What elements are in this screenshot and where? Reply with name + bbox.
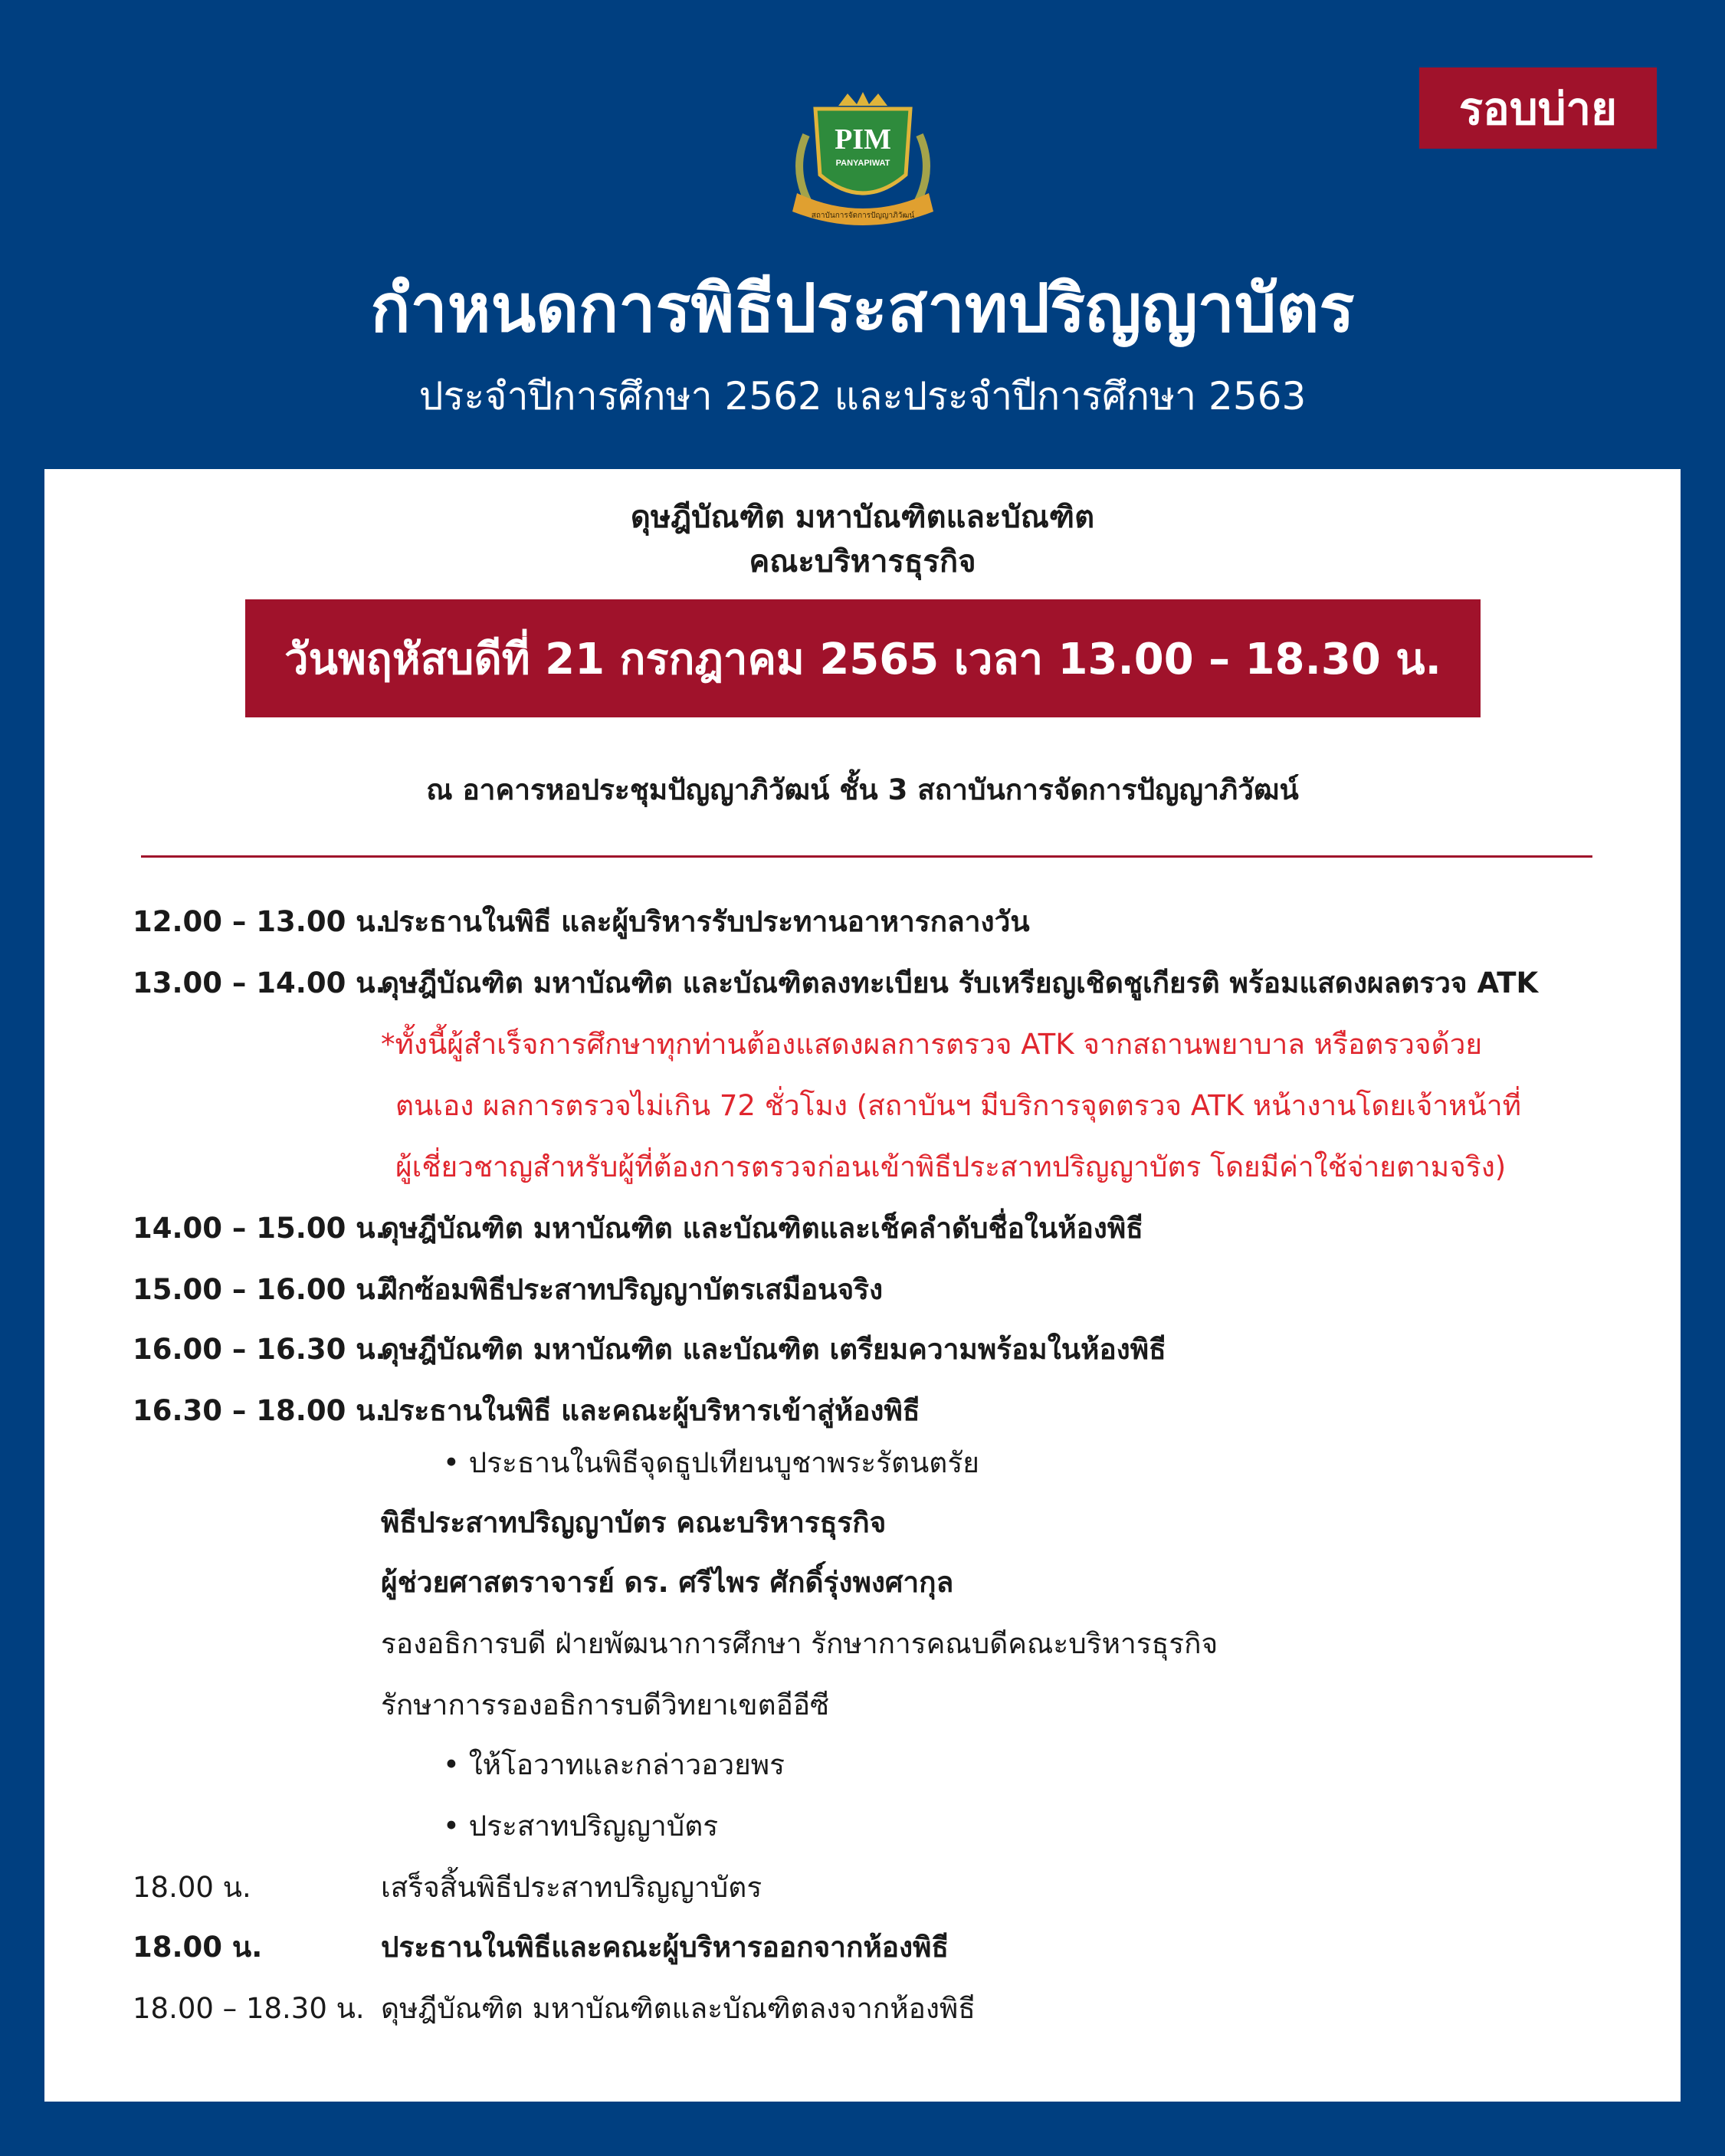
schedule-time: 18.00 น. <box>133 1931 263 1964</box>
schedule-time: 12.00 – 13.00 น. <box>133 905 386 938</box>
logo-text: PIM <box>835 123 891 156</box>
ceremony-title: พิธีประสาทปริญญาบัตร คณะบริหารธุรกิจ <box>381 1506 887 1539</box>
atk-note-line: ตนเอง ผลการตรวจไม่เกิน 72 ชั่วโมง (สถาบันฯ มีบริการจุดตรวจ ATK หน้างานโดยเจ้าหน้าที่ <box>395 1089 1522 1122</box>
page-subtitle: ประจำปีการศึกษา 2562 และประจำปีการศึกษา 2563 <box>418 374 1307 418</box>
ceremony-bullet: • ประสาทปริญญาบัตร <box>443 1810 719 1843</box>
schedule-time: 14.00 – 15.00 น. <box>133 1212 386 1245</box>
ceremony-bullet: • ประธานในพิธีจุดธูปเทียนบูชาพระรัตนตรัย <box>443 1446 979 1479</box>
schedule-desc: ดุษฎีบัณฑิต มหาบัณฑิต และบัณฑิตลงทะเบียน รับเหรียญเชิดชูเกียรติ พร้อมแสดงผลตรวจ ATK <box>381 966 1539 999</box>
session-badge: รอบบ่าย <box>1419 67 1657 149</box>
schedule-desc: ดุษฎีบัณฑิต มหาบัณฑิต และบัณฑิต เตรียมความพร้อมในห้องพิธี <box>381 1333 1166 1366</box>
schedule-time: 16.30 – 18.00 น. <box>133 1394 386 1427</box>
logo-subtext: PANYAPIWAT <box>835 159 890 168</box>
schedule-time: 18.00 น. <box>133 1871 251 1904</box>
date-time-banner: วันพฤหัสบดีที่ 21 กรกฎาคม 2565 เวลา 13.00 – 18.30 น. <box>245 599 1481 717</box>
schedule-desc: ดุษฎีบัณฑิต มหาบัณฑิตและบัณฑิตลงจากห้องพิธี <box>381 1992 976 2025</box>
venue-text: ณ อาคารหอประชุมปัญญาภิวัฒน์ ชั้น 3 สถาบันการจัดการปัญญาภิวัฒน์ <box>426 773 1299 806</box>
schedule-desc: ดุษฎีบัณฑิต มหาบัณฑิต และบัณฑิตและเช็คลำดับชื่อในห้องพิธี <box>381 1212 1143 1245</box>
degrees-heading: ดุษฎีบัณฑิต มหาบัณฑิตและบัณฑิต <box>630 500 1095 535</box>
schedule-desc: เสร็จสิ้นพิธีประสาทปริญญาบัตร <box>381 1871 762 1904</box>
schedule-desc: ประธานในพิธี และคณะผู้บริหารเข้าสู่ห้องพิธี <box>381 1394 920 1427</box>
faculty-heading: คณะบริหารธุรกิจ <box>749 544 976 579</box>
schedule-time: 16.00 – 16.30 น. <box>133 1333 386 1366</box>
presider-role: รองอธิการบดี ฝ่ายพัฒนาการศึกษา รักษาการคณบดีคณะบริหารธุรกิจ <box>381 1627 1218 1660</box>
schedule-time: 13.00 – 14.00 น. <box>133 966 386 999</box>
atk-note-line: *ทั้งนี้ผู้สำเร็จการศึกษาทุกท่านต้องแสดงผลการตรวจ ATK จากสถานพยาบาล หรือตรวจด้วย <box>381 1028 1483 1061</box>
divider <box>141 855 1592 858</box>
page-title: กำหนดการพิธีประสาทปริญญาบัตร <box>370 271 1355 347</box>
logo-ribbon-text: สถาบันการจัดการปัญญาภิวัฒน์ <box>811 212 915 220</box>
presider-role: รักษาการรองอธิการบดีวิทยาเขตอีอีซี <box>381 1688 830 1721</box>
schedule-time: 15.00 – 16.00 น. <box>133 1273 386 1306</box>
schedule-time: 18.00 – 18.30 น. <box>133 1992 365 2025</box>
presider-name: ผู้ช่วยศาสตราจารย์ ดร. ศรีไพร ศักดิ์รุ่งพงศากุล <box>381 1566 954 1599</box>
schedule-desc: ประธานในพิธีและคณะผู้บริหารออกจากห้องพิธี <box>381 1931 949 1964</box>
schedule-desc: ฝึกซ้อมพิธีประสาทปริญญาบัตรเสมือนจริง <box>381 1273 884 1306</box>
schedule-card <box>44 469 1681 2102</box>
schedule-desc: ประธานในพิธี และผู้บริหารรับประทานอาหารกลางวัน <box>381 905 1030 938</box>
ceremony-bullet: • ให้โอวาทและกล่าวอวยพร <box>443 1748 785 1781</box>
atk-note-line: ผู้เชี่ยวชาญสำหรับผู้ที่ต้องการตรวจก่อนเข้าพิธีประสาทปริญญาบัตร โดยมีค่าใช้จ่ายตามจริง) <box>395 1150 1507 1183</box>
pim-logo <box>783 89 943 239</box>
